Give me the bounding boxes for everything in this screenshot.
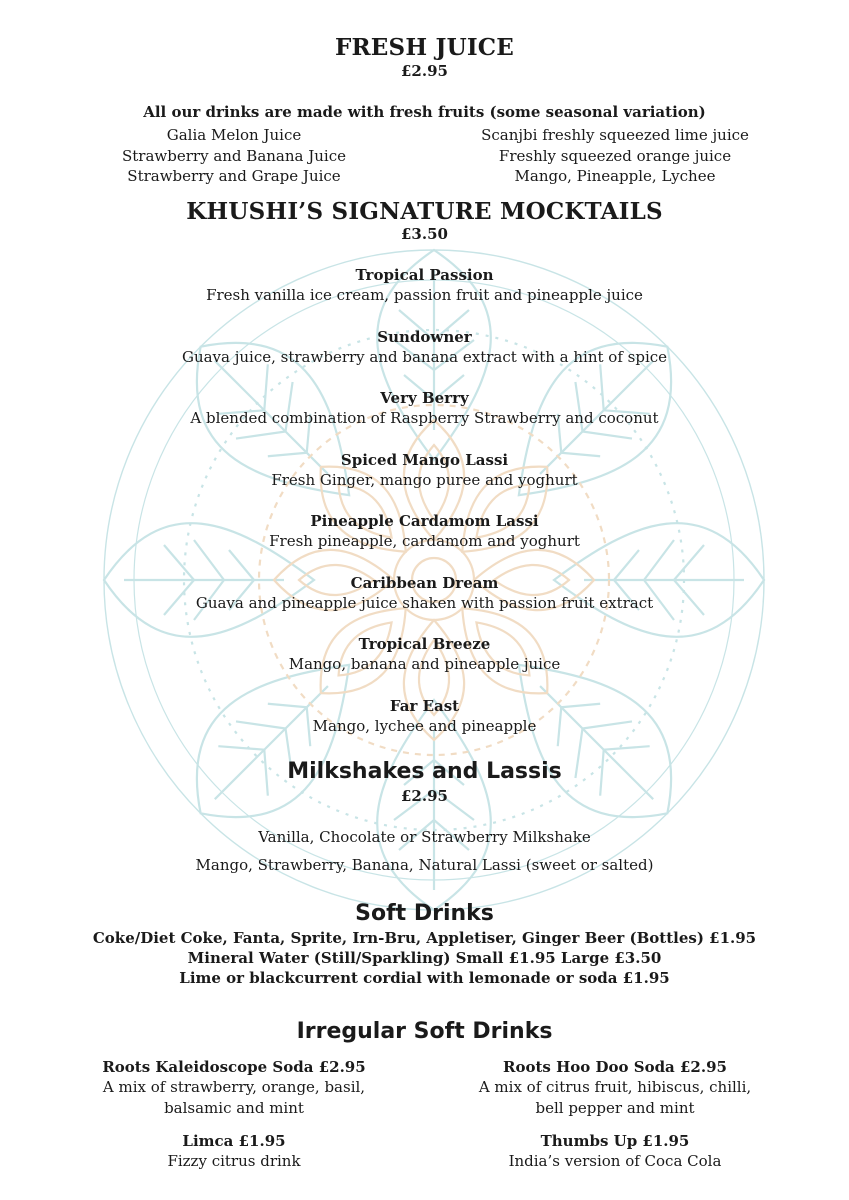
mocktail-item xyxy=(0,450,849,490)
soft-drinks-title: Soft Drinks xyxy=(355,901,494,926)
mocktail-desc: Fresh Ginger, mango puree and yoghurt xyxy=(271,471,578,489)
list-item: Strawberry and Grape Juice xyxy=(127,167,341,185)
mocktail-name: Sundowner xyxy=(377,328,472,346)
fresh-juice-title: FRESH JUICE xyxy=(334,34,515,61)
soft-drinks-line: Lime or blackcurrent cordial with lemonade or soda £1.95 xyxy=(179,969,670,987)
fresh-juice-note: All our drinks are made with fresh fruits (some seasonal variation) xyxy=(143,103,706,121)
mocktail-desc: Fresh vanilla ice cream, passion fruit and pineapple juice xyxy=(206,286,643,304)
irregular-desc: India’s version of Coca Cola xyxy=(508,1152,722,1170)
mocktail-name: Tropical Passion xyxy=(355,266,494,284)
mocktail-desc: A blended combination of Raspberry Strawberry and coconut xyxy=(190,409,659,427)
milkshakes-price: £2.95 xyxy=(401,787,448,805)
milkshakes-line: Mango, Strawberry, Banana, Natural Lassi (sweet or salted) xyxy=(195,856,654,874)
mocktails-title: KHUSHI’S SIGNATURE MOCKTAILS xyxy=(186,198,663,225)
irregular-item xyxy=(84,1057,384,1118)
irregular-name: Roots Kaleidoscope Soda £2.95 xyxy=(102,1058,366,1076)
mocktail-desc: Mango, lychee and pineapple xyxy=(312,717,537,735)
fresh-juice-left-column xyxy=(84,125,384,187)
mocktail-item xyxy=(0,388,849,428)
list-item: Freshly squeezed orange juice xyxy=(498,146,732,165)
irregular-desc: A mix of strawberry, orange, basil, xyxy=(102,1078,366,1096)
mocktail-item xyxy=(0,573,849,613)
irregular-desc: Fizzy citrus drink xyxy=(167,1152,301,1170)
irregular-desc: balsamic and mint xyxy=(164,1098,304,1117)
mocktails-price: £3.50 xyxy=(401,225,448,243)
soft-drinks-line: Coke/Diet Coke, Fanta, Sprite, Irn-Bru, Appletiser, Ginger Beer (Bottles) £1.95 xyxy=(92,929,757,947)
irregular-title: Irregular Soft Drinks xyxy=(296,1019,553,1044)
mocktail-desc: Mango, banana and pineapple juice xyxy=(288,655,561,673)
irregular-desc: A mix of citrus fruit, hibiscus, chilli, xyxy=(478,1078,752,1096)
mocktail-name: Far East xyxy=(389,697,460,715)
irregular-name: Roots Hoo Doo Soda £2.95 xyxy=(503,1058,727,1076)
mocktail-name: Spiced Mango Lassi xyxy=(340,451,509,469)
list-item: Strawberry and Banana Juice xyxy=(122,146,346,165)
mocktail-desc: Guava juice, strawberry and banana extract with a hint of spice xyxy=(181,348,668,366)
list-item: Mango, Pineapple, Lychee xyxy=(514,167,716,185)
mocktail-name: Tropical Breeze xyxy=(358,635,491,653)
mocktail-item xyxy=(0,696,849,736)
list-item: Scanjbi freshly squeezed lime juice xyxy=(481,126,749,144)
irregular-name: Limca £1.95 xyxy=(182,1132,286,1150)
soft-drinks-line: Mineral Water (Still/Sparkling) Small £1.95 Large £3.50 xyxy=(187,949,662,967)
mocktail-item xyxy=(0,265,849,305)
list-item: Galia Melon Juice xyxy=(166,126,302,144)
mocktail-name: Very Berry xyxy=(380,389,469,407)
fresh-juice-price: £2.95 xyxy=(401,62,448,80)
mocktail-item xyxy=(0,327,849,367)
irregular-desc: bell pepper and mint xyxy=(535,1098,695,1117)
fresh-juice-right-column xyxy=(465,125,765,187)
irregular-item xyxy=(465,1131,765,1172)
mocktail-desc: Fresh pineapple, cardamom and yoghurt xyxy=(269,532,580,550)
irregular-item xyxy=(465,1057,765,1118)
mocktail-item xyxy=(0,511,849,551)
mocktail-desc: Guava and pineapple juice shaken with passion fruit extract xyxy=(195,594,654,612)
mocktail-item xyxy=(0,634,849,674)
irregular-name: Thumbs Up £1.95 xyxy=(540,1132,690,1150)
milkshakes-line: Vanilla, Chocolate or Strawberry Milkshake xyxy=(258,828,591,846)
milkshakes-title: Milkshakes and Lassis xyxy=(287,759,562,784)
mocktail-name: Caribbean Dream xyxy=(350,574,499,592)
mocktail-name: Pineapple Cardamom Lassi xyxy=(310,512,539,530)
irregular-item xyxy=(84,1131,384,1172)
